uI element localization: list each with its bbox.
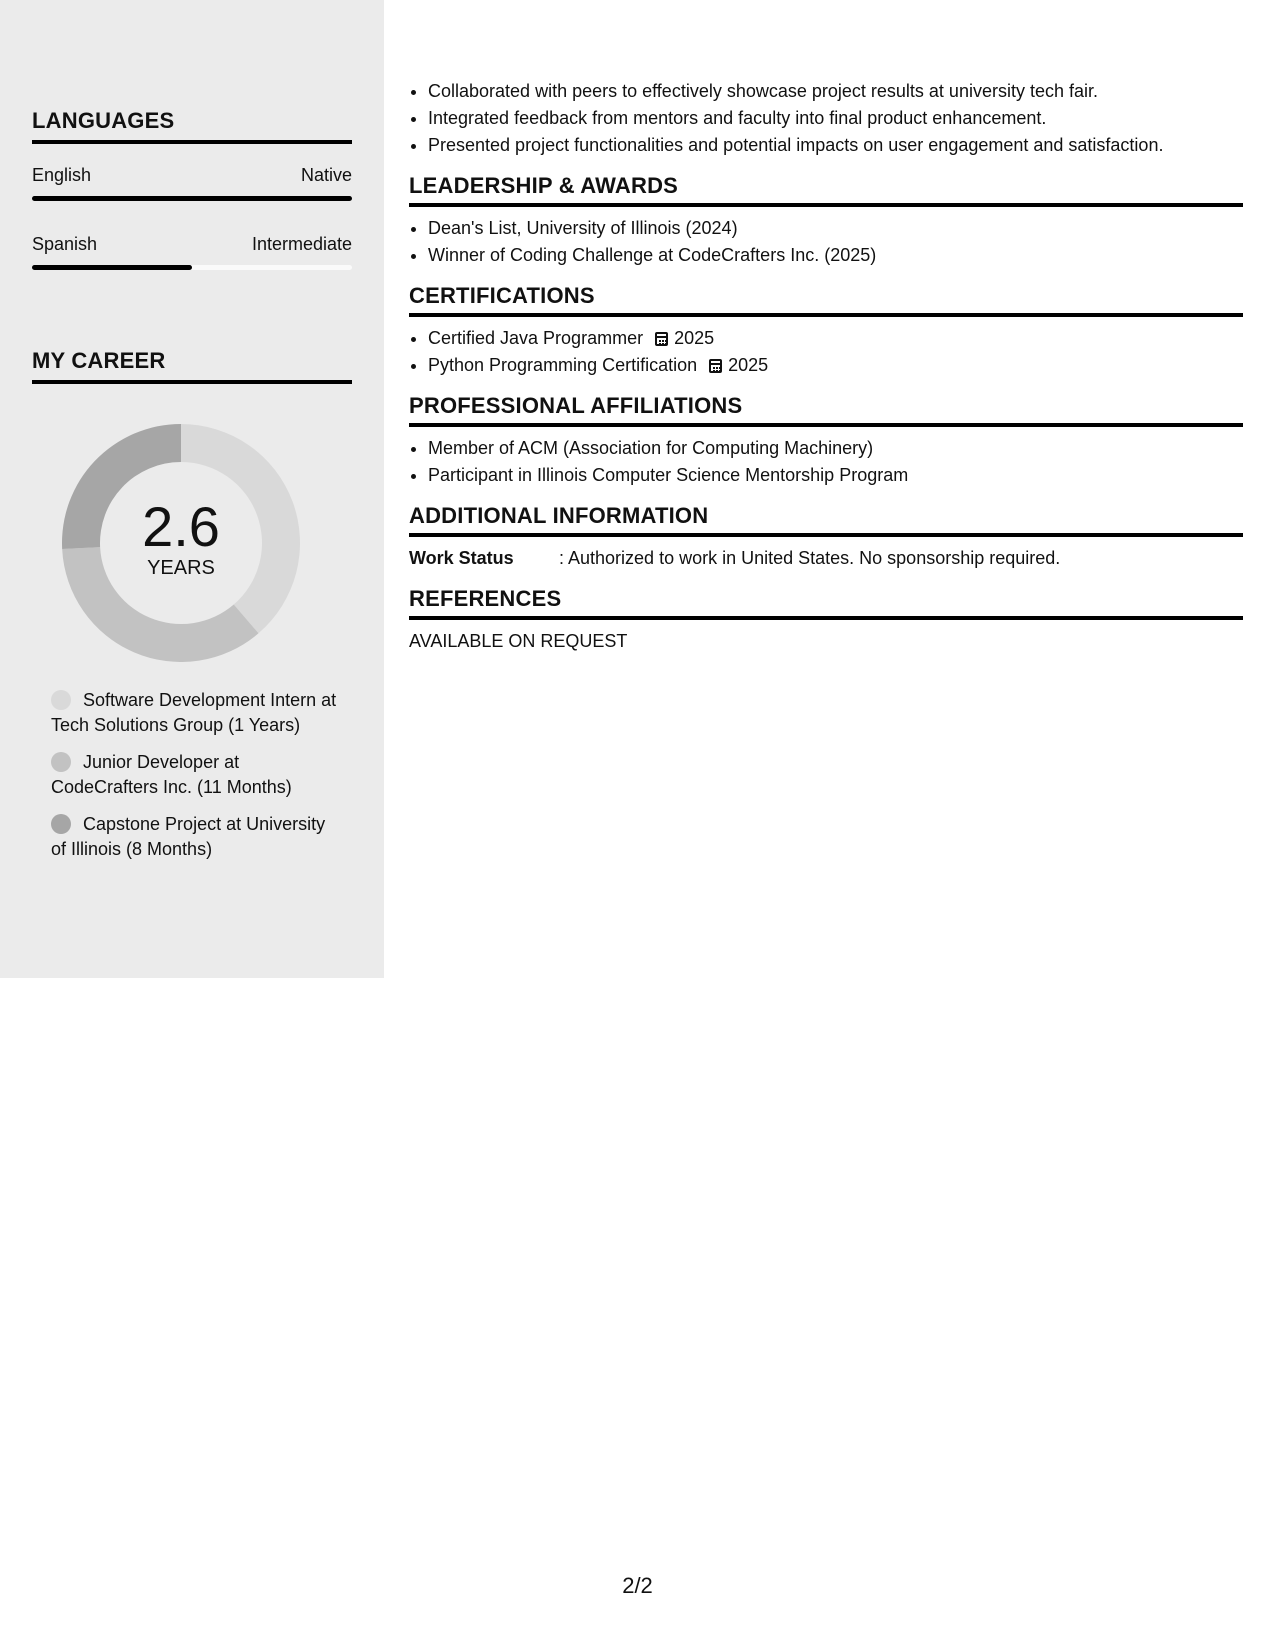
language-proficiency-fill (32, 196, 352, 201)
sidebar (0, 0, 384, 978)
language-name: Spanish (32, 234, 98, 254)
calendar-icon (655, 332, 668, 346)
career-legend-label: Junior Developer at CodeCrafters Inc. (11 Months) (51, 752, 292, 797)
certification-name: Python Programming Certification (428, 355, 698, 375)
list-item: • Member of ACM (Association for Computing Machinery) (428, 435, 1243, 462)
language-proficiency-bar (32, 196, 352, 201)
certifications-list (409, 325, 1243, 379)
career-legend-item (51, 688, 341, 738)
affiliations-heading: PROFESSIONAL AFFILIATIONS (409, 393, 1243, 427)
career-legend-item (51, 812, 341, 862)
language-name: English (32, 165, 92, 185)
language-proficiency-fill (32, 265, 192, 270)
language-item (32, 234, 352, 270)
career-legend-item (51, 750, 341, 800)
references-heading: REFERENCES (409, 586, 1243, 620)
list-item: • Integrated feedback from mentors and faculty into final product enhancement. (428, 105, 1243, 132)
work-status-value: : Authorized to work in United States. No sponsorship required. (559, 548, 1061, 568)
language-level: Native (300, 165, 352, 185)
work-status-row (409, 545, 1243, 572)
work-status-label: Work Status (409, 548, 514, 568)
career-total-unit: YEARS (147, 556, 215, 579)
leadership-heading: LEADERSHIP & AWARDS (409, 173, 1243, 207)
project-bullets (409, 78, 1243, 159)
career-donut-chart (62, 424, 300, 662)
list-item (428, 325, 1243, 352)
page-number: 2/2 (622, 1573, 653, 1598)
certification-year: 2025 (728, 355, 769, 375)
legend-dot (51, 690, 71, 710)
career-legend-label: Software Development Intern at Tech Solutions Group (1 Years) (51, 690, 337, 735)
certification-name: Certified Java Programmer (428, 328, 644, 348)
main-content (409, 78, 1243, 655)
list-item: • Presented project functionalities and potential impacts on user engagement and satisfaction. (428, 132, 1243, 159)
list-item: • Participant in Illinois Computer Science Mentorship Program (428, 462, 1243, 489)
affiliations-list (409, 435, 1243, 489)
language-item (32, 165, 352, 201)
additional-info-heading: ADDITIONAL INFORMATION (409, 503, 1243, 537)
leadership-list (409, 215, 1243, 269)
language-proficiency-bar (32, 265, 352, 270)
languages-heading: LANGUAGES (32, 108, 352, 144)
calendar-icon (709, 359, 722, 373)
list-item (428, 352, 1243, 379)
career-heading: MY CAREER (32, 348, 352, 384)
certifications-heading: CERTIFICATIONS (409, 283, 1243, 317)
career-total-value: 2.6 (142, 494, 220, 558)
career-total (62, 424, 300, 662)
legend-dot (51, 814, 71, 834)
certification-year: 2025 (674, 328, 715, 348)
list-item: • Winner of Coding Challenge at CodeCrafters Inc. (2025) (428, 242, 1243, 269)
legend-dot (51, 752, 71, 772)
career-legend-label: Capstone Project at University of Illinois (8 Months) (51, 814, 326, 859)
language-level: Intermediate (251, 234, 352, 254)
career-legend (51, 688, 341, 874)
references-text: AVAILABLE ON REQUEST (409, 631, 628, 651)
list-item: • Dean's List, University of Illinois (2024) (428, 215, 1243, 242)
list-item: • Collaborated with peers to effectively showcase project results at university tech fair. (428, 78, 1243, 105)
